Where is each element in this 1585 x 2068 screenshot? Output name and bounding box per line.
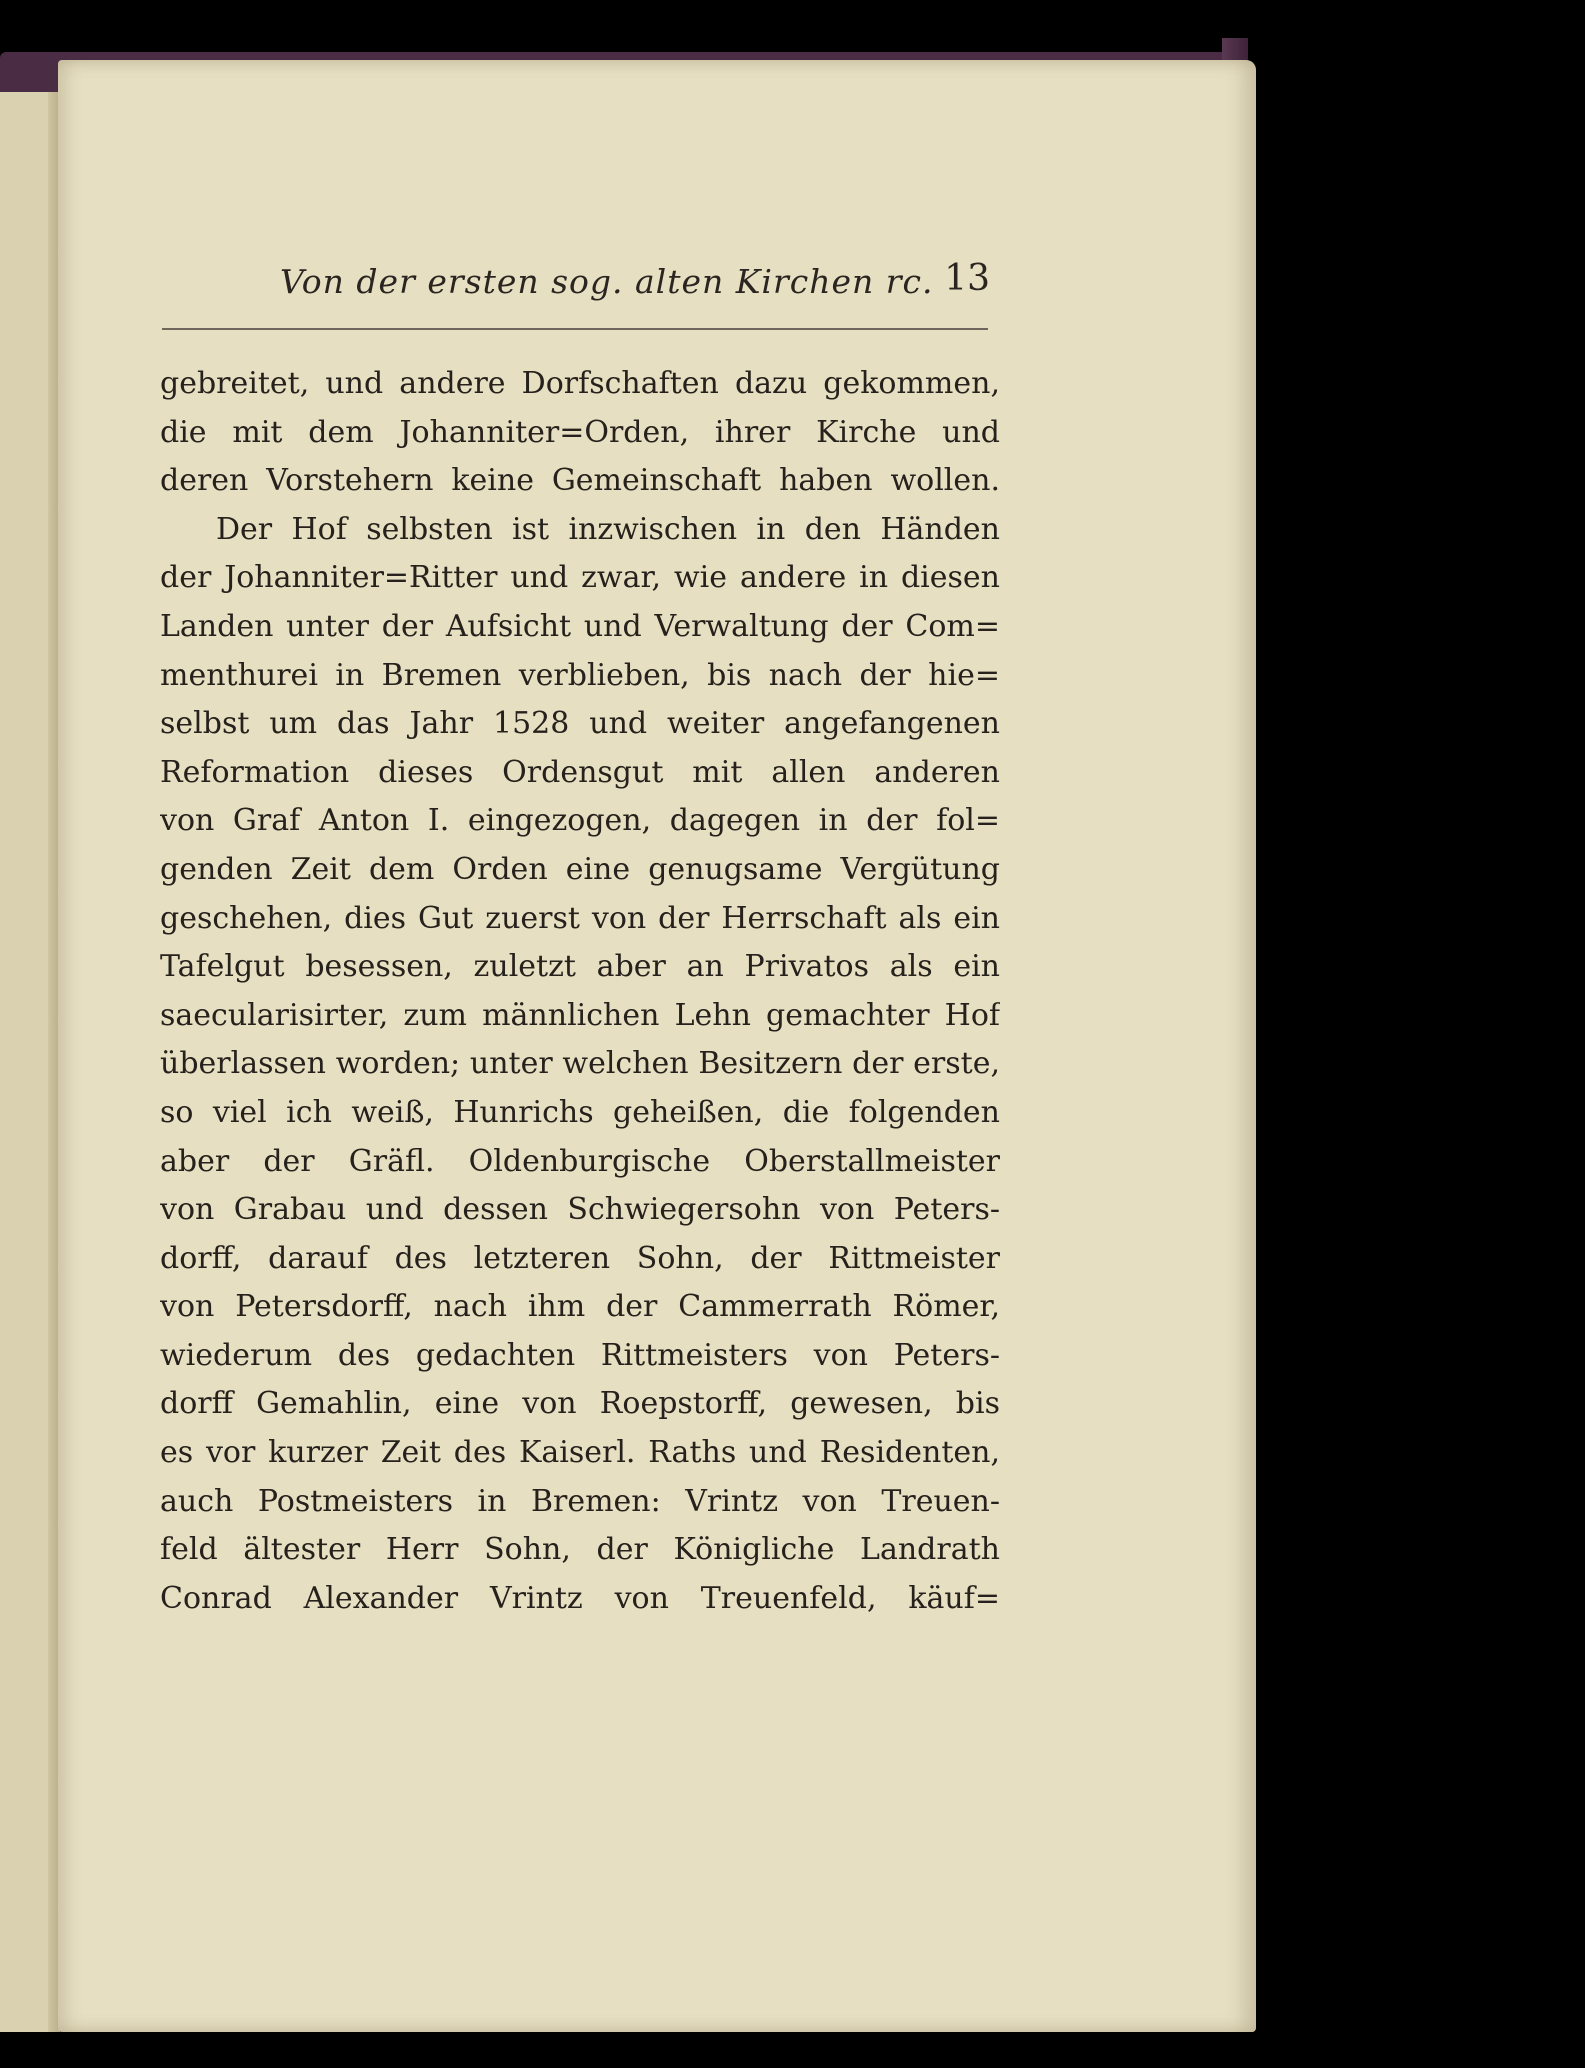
text-line: der Johanniter=Ritter und zwar, wie andere in diesen (160, 560, 1000, 596)
text-line: feld ältester Herr Sohn, der Königliche Landrath (160, 1532, 1000, 1568)
text-line: aber der Gräfl. Oldenburgische Oberstallmeister (160, 1143, 1000, 1179)
page-header (270, 258, 990, 310)
text-line: Der Hof selbsten ist inzwischen in den Händen (216, 511, 1000, 547)
text-line: Tafelgut besessen, zuletzt aber an Privatos als ein (160, 949, 1000, 985)
header-rule (162, 328, 988, 330)
text-line: die mit dem Johanniter=Orden, ihrer Kirche und (160, 414, 1000, 450)
text-line: deren Vorstehern keine Gemeinschaft haben wollen. (160, 463, 1000, 499)
text-line: überlassen worden; unter welchen Besitzern der erste, (160, 1046, 1000, 1082)
text-line: Reformation dieses Ordensgut mit allen anderen (160, 754, 1000, 790)
text-line: geschehen, dies Gut zuerst von der Herrschaft als ein (160, 900, 1000, 936)
text-line: Landen unter der Aufsicht und Verwaltung der Com= (160, 608, 1000, 644)
text-line: so viel ich weiß, Hunrichs geheißen, die folgenden (160, 1094, 1000, 1130)
text-line: gebreitet, und andere Dorfschaften dazu gekommen, (160, 366, 1000, 401)
page-number: 13 (944, 258, 990, 299)
text-line: menthurei in Bremen verblieben, bis nach der hie= (160, 657, 1000, 693)
text-line: selbst um das Jahr 1528 und weiter angefangenen (160, 706, 1000, 742)
text-line: dorff Gemahlin, eine von Roepstorff, gewesen, bis (160, 1386, 1000, 1422)
text-line: von Petersdorff, nach ihm der Cammerrath Römer, (160, 1289, 1000, 1325)
text-line: Conrad Alexander Vrintz von Treuenfeld, käuf= (160, 1580, 1000, 1616)
text-line: wiederum des gedachten Rittmeisters von Peters- (160, 1337, 1000, 1373)
text-line: dorff, darauf des letzteren Sohn, der Rittmeister (160, 1240, 1000, 1276)
text-line: saecularisirter, zum männlichen Lehn gemachter Hof (160, 997, 1000, 1033)
text-line: von Graf Anton I. eingezogen, dagegen in der fol= (160, 803, 1000, 839)
text-line: genden Zeit dem Orden eine genugsame Vergütung (160, 851, 1000, 887)
text-line: es vor kurzer Zeit des Kaiserl. Raths und Residenten, (160, 1435, 1000, 1471)
text-line: auch Postmeisters in Bremen: Vrintz von Treuen- (160, 1483, 1000, 1519)
running-title: Von der ersten sog. alten Kirchen rc. (280, 262, 934, 301)
text-line: von Grabau und dessen Schwiegersohn von Peters- (160, 1192, 1000, 1228)
body-text (160, 360, 1000, 1623)
